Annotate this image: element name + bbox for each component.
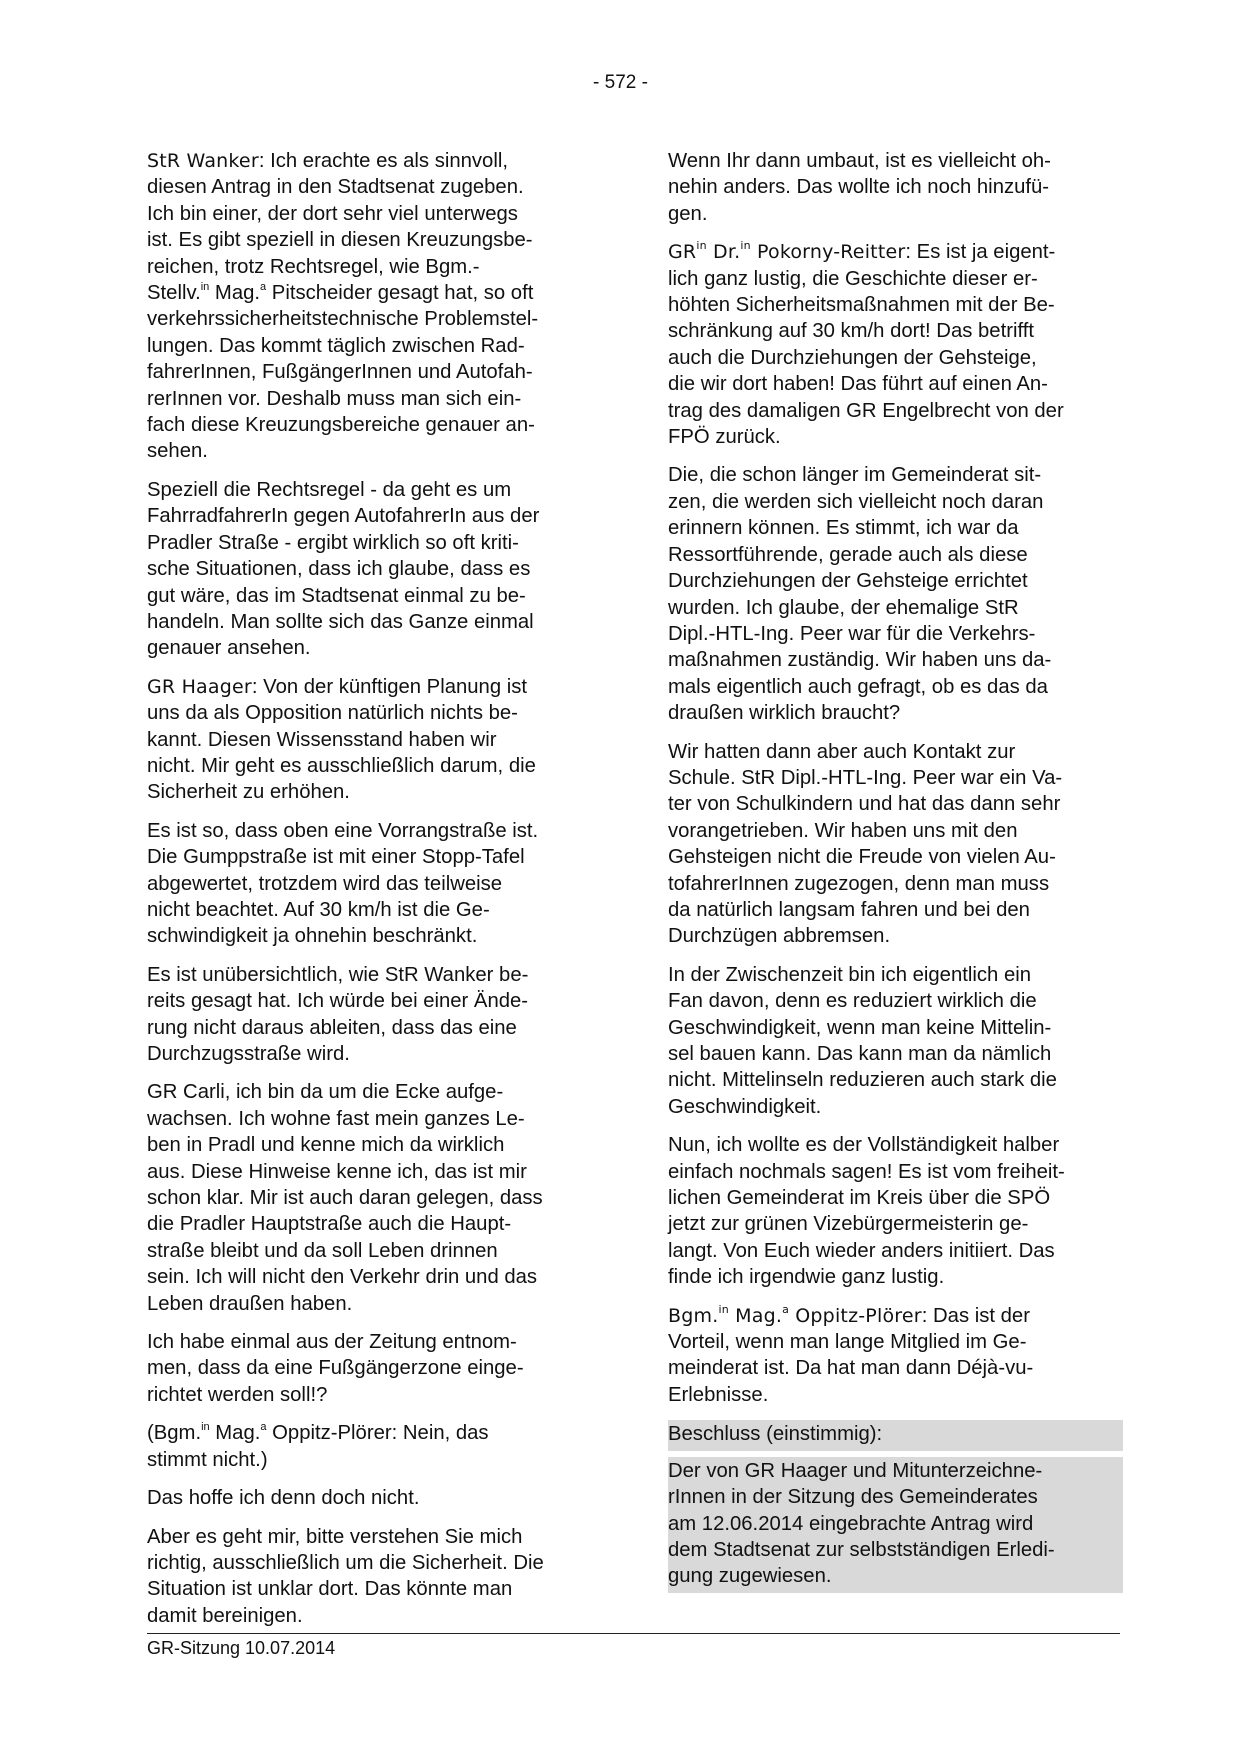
text-run: Die, die schon länger im Gemeinderat sit- [668,464,1042,487]
text-line [668,1067,1120,1093]
text-run: Mag. [209,1422,261,1445]
text-line [147,477,599,503]
text-run: nehin anders. Das wollte ich noch hinzufü- [668,176,1050,199]
text-run: Bgm. [668,1304,719,1327]
text-line [147,1355,599,1381]
paragraph [668,739,1120,950]
text-run: In der Zwischenzeit bin ich eigentlich ein [668,963,1032,986]
text-run: reits gesagt hat. Ich würde bei einer Ände- [147,990,529,1013]
text-run: Erlebnisse. [668,1383,769,1406]
text-line [668,844,1120,870]
superscript: a [260,281,267,294]
text-line [147,1485,599,1511]
text-run: erinnern können. Es stimmt, ich war da [668,517,1019,540]
superscript: in [740,239,751,253]
text-line [668,398,1120,424]
text-run: schon klar. Mir ist auch daran gelegen, dass [147,1187,543,1210]
text-run: trag des damaligen GR Engelbrecht von der [668,399,1064,422]
text-line [668,1159,1120,1185]
text-line [668,174,1120,200]
paragraph [147,1420,599,1473]
text-run: Sicherheit zu erhöhen. [147,781,350,804]
text-line [147,1041,599,1067]
text-run: jetzt zur grünen Vizebürgermeisterin ge- [668,1213,1029,1236]
text-run: sehen. [147,440,208,463]
text-run: Mag. [728,1304,783,1327]
text-run: nicht. Mittelinseln reduzieren auch stark die [668,1069,1057,1092]
text-line [668,595,1120,621]
text-run: Geschwindigkeit. [668,1095,822,1118]
text-line [668,148,1120,174]
text-run: Dr. [706,241,741,264]
paragraph [147,818,599,950]
text-run: Ich habe einmal aus der Zeitung entnom- [147,1331,517,1354]
text-line [147,530,599,556]
text-run: Schule. StR Dipl.-HTL-Ing. Peer war ein Va- [668,766,1063,789]
text-line [668,1185,1120,1211]
text-run: draußen wirklich braucht? [668,702,901,725]
left-column [147,148,599,1641]
text-run: Die Gumppstraße ist mit einer Stopp-Tafel [147,846,525,869]
text-run: Das hoffe ich denn doch nicht. [147,1487,420,1510]
text-run: Vorteil, wenn man lange Mitglied im Ge- [668,1331,1027,1354]
text-run: Oppitz-Plörer [789,1304,922,1327]
footer-session-date: GR-Sitzung 10.07.2014 [147,1638,336,1658]
text-run: Pitscheider gesagt hat, so oft [266,282,534,305]
text-run: ter von Schulkindern und hat das dann sehr [668,793,1061,816]
paragraph [147,148,599,465]
text-line [668,239,1120,265]
text-line [668,1264,1120,1290]
text-line [147,583,599,609]
text-line [147,674,599,700]
text-line [147,333,599,359]
text-line [147,1132,599,1158]
text-run: Dipl.-HTL-Ing. Peer war für die Verkehrs- [668,622,1036,645]
text-run: Durchzugsstraße wird. [147,1043,350,1065]
text-line [147,503,599,529]
text-line [147,1185,599,1211]
paragraph [668,239,1120,450]
text-run: sel bauen kann. Das kann man da nämlich [668,1043,1052,1065]
text-line [147,897,599,923]
paragraph [147,1079,599,1317]
text-run: : Von der künftigen Planung ist [251,675,528,698]
text-run: ist. Es gibt speziell in diesen Kreuzungsbe- [147,229,533,252]
text-line [147,556,599,582]
text-run: aus. Diese Hinweise kenne ich, das ist mir [147,1160,527,1183]
text-line [147,700,599,726]
text-run: Pokorny-Reitter [750,241,906,264]
text-run: sein. Ich will nicht den Verkehr drin und das [147,1266,538,1289]
text-line [147,254,599,280]
paragraph [668,1303,1120,1409]
text-run: lich ganz lustig, die Geschichte dieser er- [668,267,1038,290]
text-run: langt. Von Euch wieder anders initiiert. Das [668,1239,1055,1262]
text-run: handeln. Man sollte sich das Ganze einmal [147,610,534,633]
text-line [668,765,1120,791]
text-run: wachsen. Ich wohne fast mein ganzes Le- [147,1107,525,1130]
text-line [668,345,1120,371]
text-run: fahrerInnen, FußgängerInnen und Autofah- [147,361,533,384]
text-line [668,462,1120,488]
text-line [668,318,1120,344]
text-line [147,201,599,227]
text-run: wurden. Ich glaube, der ehemalige StR [668,596,1019,619]
paragraph [668,962,1120,1120]
text-run: : Ich erachte es als sinnvoll, [258,150,508,172]
text-line [668,897,1120,923]
text-line [668,292,1120,318]
text-line [147,412,599,438]
text-run: stimmt nicht.) [147,1448,268,1471]
text-line [147,1329,599,1355]
text-run: Mag. [209,282,261,305]
text-line [147,280,599,306]
text-run: men, dass da eine Fußgängerzone einge- [147,1357,524,1380]
text-line [147,1447,599,1473]
text-run: FahrradfahrerIn gegen AutofahrerIn aus der [147,505,540,528]
right-column [668,148,1120,1599]
text-run: sche Situationen, dass ich glaube, dass es [147,558,531,581]
paragraph [147,674,599,806]
text-line [668,1041,1120,1067]
text-run: schwindigkeit ja ohnehin beschränkt. [147,925,478,948]
speaker-name: StR Wanker [147,150,259,172]
text-run: da natürlich langsam fahren und bei den [668,898,1030,921]
superscript: a [782,1302,790,1316]
superscript: in [201,1421,210,1434]
text-run: fach diese Kreuzungsbereiche genauer an- [147,414,535,437]
text-run: Fan davon, denn es reduziert wirklich die [668,990,1037,1013]
text-line [147,386,599,412]
text-run: uns da als Opposition natürlich nichts be- [147,702,518,725]
text-line [668,647,1120,673]
text-run: Wenn Ihr dann umbaut, ist es vielleicht oh- [668,150,1051,172]
text-run: finde ich irgendwie ganz lustig. [668,1266,945,1289]
text-line [147,727,599,753]
text-line [668,818,1120,844]
text-run: Leben draußen haben. [147,1292,353,1315]
text-line [147,1291,599,1317]
text-line [147,306,599,332]
superscript: in [200,281,210,294]
text-run: damit bereinigen. [147,1604,303,1627]
text-run: Pradler Straße - ergibt wirklich so oft kriti- [147,531,519,554]
text-run: GR [668,241,697,264]
text-run: Geschwindigkeit, wenn man keine Mittelin- [668,1016,1052,1039]
text-line [668,515,1120,541]
text-line [147,1211,599,1237]
text-run: abgewertet, trotzdem wird das teilweise [147,872,503,895]
text-line [147,1159,599,1185]
text-line [668,700,1120,726]
text-run: die Pradler Hauptstraße auch die Haupt- [147,1213,512,1236]
text-line [668,1355,1120,1381]
text-run: Speziell die Rechtsregel - da geht es um [147,478,512,501]
text-line [147,1524,599,1550]
text-line [147,962,599,988]
text-line [147,779,599,805]
text-run: nicht beachtet. Auf 30 km/h ist die Ge- [147,898,490,921]
text-line [668,739,1120,765]
paragraph [147,1524,599,1630]
footer-divider [147,1633,1120,1634]
text-line [668,1382,1120,1408]
text-line [668,674,1120,700]
text-run: (Bgm. [147,1422,202,1445]
text-run: vorangetrieben. Wir haben uns mit den [668,819,1018,842]
text-run: richtet werden soll!? [147,1383,328,1406]
text-run: rung nicht daraus ableiten, dass das eine [147,1016,517,1039]
text-line [668,791,1120,817]
text-run: : Es ist ja eigent- [905,241,1056,264]
text-line [147,1603,599,1629]
text-run: Gehsteigen nicht die Freude von vielen Au- [668,846,1056,869]
speaker-name [668,1302,922,1327]
text-run: mals eigentlich auch gefragt, ob es das da [668,675,1048,698]
paragraph [668,1132,1120,1290]
text-line [147,1015,599,1041]
text-run: kannt. Diesen Wissensstand haben wir [147,728,497,751]
text-line [668,1211,1120,1237]
text-run: tofahrerInnen zugezogen, denn man muss [668,872,1050,895]
text-run: Oppitz-Plörer: Nein, das [266,1422,489,1445]
paragraph [147,477,599,662]
resolution-heading-box [668,1420,1123,1450]
resolution-heading: Beschluss (einstimmig): [668,1423,883,1446]
text-line [147,227,599,253]
text-run: Es ist so, dass oben eine Vorrangstraße ist. [147,819,539,842]
text-line [668,621,1120,647]
text-line: Der von GR Haager und Mitunterzeichne- [668,1459,1043,1482]
text-run: nicht. Mir geht es ausschließlich darum, die [147,754,536,777]
text-run: einfach nochmals sagen! Es ist vom freiheit- [668,1160,1065,1183]
text-line [668,371,1120,397]
text-run: Nun, ich wollte es der Vollständigkeit halber [668,1134,1060,1157]
text-line: rInnen in der Sitzung des Gemeinderates [668,1486,1038,1509]
text-run: : Das ist der [921,1304,1030,1327]
text-line [668,489,1120,515]
text-line [147,174,599,200]
text-run: höhten Sicherheitsmaßnahmen mit der Be- [668,294,1055,317]
paragraph [668,462,1120,726]
text-line [668,201,1120,227]
text-run: genauer ansehen. [147,637,311,660]
text-line [668,568,1120,594]
text-line [668,266,1120,292]
superscript: in [718,1302,729,1316]
text-line [668,1015,1120,1041]
text-run: lichen Gemeinderat im Kreis über die SPÖ [668,1187,1051,1210]
text-run: straße bleibt und da soll Leben drinnen [147,1239,498,1262]
superscript: in [696,239,707,253]
resolution-text [668,1457,1123,1593]
text-run: Es ist unübersichtlich, wie StR Wanker be- [147,963,529,986]
text-line [147,1382,599,1408]
text-line [668,1329,1120,1355]
paragraph [147,1329,599,1408]
text-line [147,148,599,174]
text-line [147,844,599,870]
text-line [147,753,599,779]
text-run: lungen. Das kommt täglich zwischen Rad- [147,334,525,357]
text-line [668,1132,1120,1158]
text-line [147,1264,599,1290]
text-line [147,871,599,897]
text-line [147,923,599,949]
text-line [668,424,1120,450]
text-run: auch die Durchziehungen der Gehsteige, [668,346,1037,369]
text-line: dem Stadtsenat zur selbstständigen Erledi- [668,1538,1055,1561]
text-line [147,1079,599,1105]
text-line [147,1238,599,1264]
text-run: Ressortführende, gerade auch als diese [668,543,1028,566]
text-line [147,609,599,635]
text-run: schränkung auf 30 km/h dort! Das betrifft [668,320,1035,343]
text-line: am 12.06.2014 eingebrachte Antrag wird [668,1512,1034,1535]
text-line [668,962,1120,988]
text-run: GR Carli, ich bin da um die Ecke aufge- [147,1081,504,1104]
text-run: FPÖ zurück. [668,426,781,449]
text-run: Aber es geht mir, bitte verstehen Sie mich [147,1525,523,1548]
text-run: richtig, ausschließlich um die Sicherheit. Die [147,1551,544,1574]
text-run: Durchziehungen der Gehsteige errichtet [668,570,1028,593]
page-number: - 572 - [593,72,648,93]
text-line [668,1238,1120,1264]
text-line: gung zugewiesen. [668,1565,832,1588]
text-run: gut wäre, das im Stadtsenat einmal zu be- [147,584,526,607]
text-run: maßnahmen zuständig. Wir haben uns da- [668,649,1052,672]
resolution-text-box [668,1457,1123,1593]
text-run: diesen Antrag in den Stadtsenat zugeben. [147,176,524,199]
text-run: ben in Pradl und kenne mich da wirklich [147,1134,505,1157]
text-run: gen. [668,202,708,225]
text-line [147,359,599,385]
text-run: Ich bin einer, der dort sehr viel unterwegs [147,202,518,225]
text-run: verkehrssicherheitstechnische Problemstel- [147,308,539,331]
text-line [147,818,599,844]
text-run: Wir hatten dann aber auch Kontakt zur [668,740,1016,763]
text-line [147,635,599,661]
text-run: rerInnen vor. Deshalb muss man sich ein- [147,387,522,410]
text-run: meinderat ist. Da hat man dann Déjà-vu- [668,1357,1034,1380]
paragraph [668,148,1120,227]
text-line [147,1420,599,1446]
text-line [147,1576,599,1602]
text-line [668,542,1120,568]
text-line [668,871,1120,897]
text-run: Durchzügen abbremsen. [668,925,891,948]
superscript: a [260,1421,267,1434]
text-line [147,438,599,464]
text-line [147,1550,599,1576]
text-line [147,1106,599,1132]
text-run: die wir dort haben! Das führt auf einen An- [668,373,1048,396]
resolution-block [665,1420,1123,1592]
text-run: reichen, trotz Rechtsregel, wie Bgm.- [147,255,480,278]
paragraph [147,1485,599,1511]
text-run: Situation ist unklar dort. Das könnte man [147,1578,513,1601]
text-line [147,988,599,1014]
paragraph [147,962,599,1068]
text-run: zen, die werden sich vielleicht noch daran [668,490,1044,513]
text-line [668,988,1120,1014]
text-run: Stellv. [147,282,201,305]
text-line [668,1303,1120,1329]
text-line [668,1094,1120,1120]
speaker-name: GR Haager [147,675,252,698]
text-line [668,923,1120,949]
speaker-name [668,241,905,263]
